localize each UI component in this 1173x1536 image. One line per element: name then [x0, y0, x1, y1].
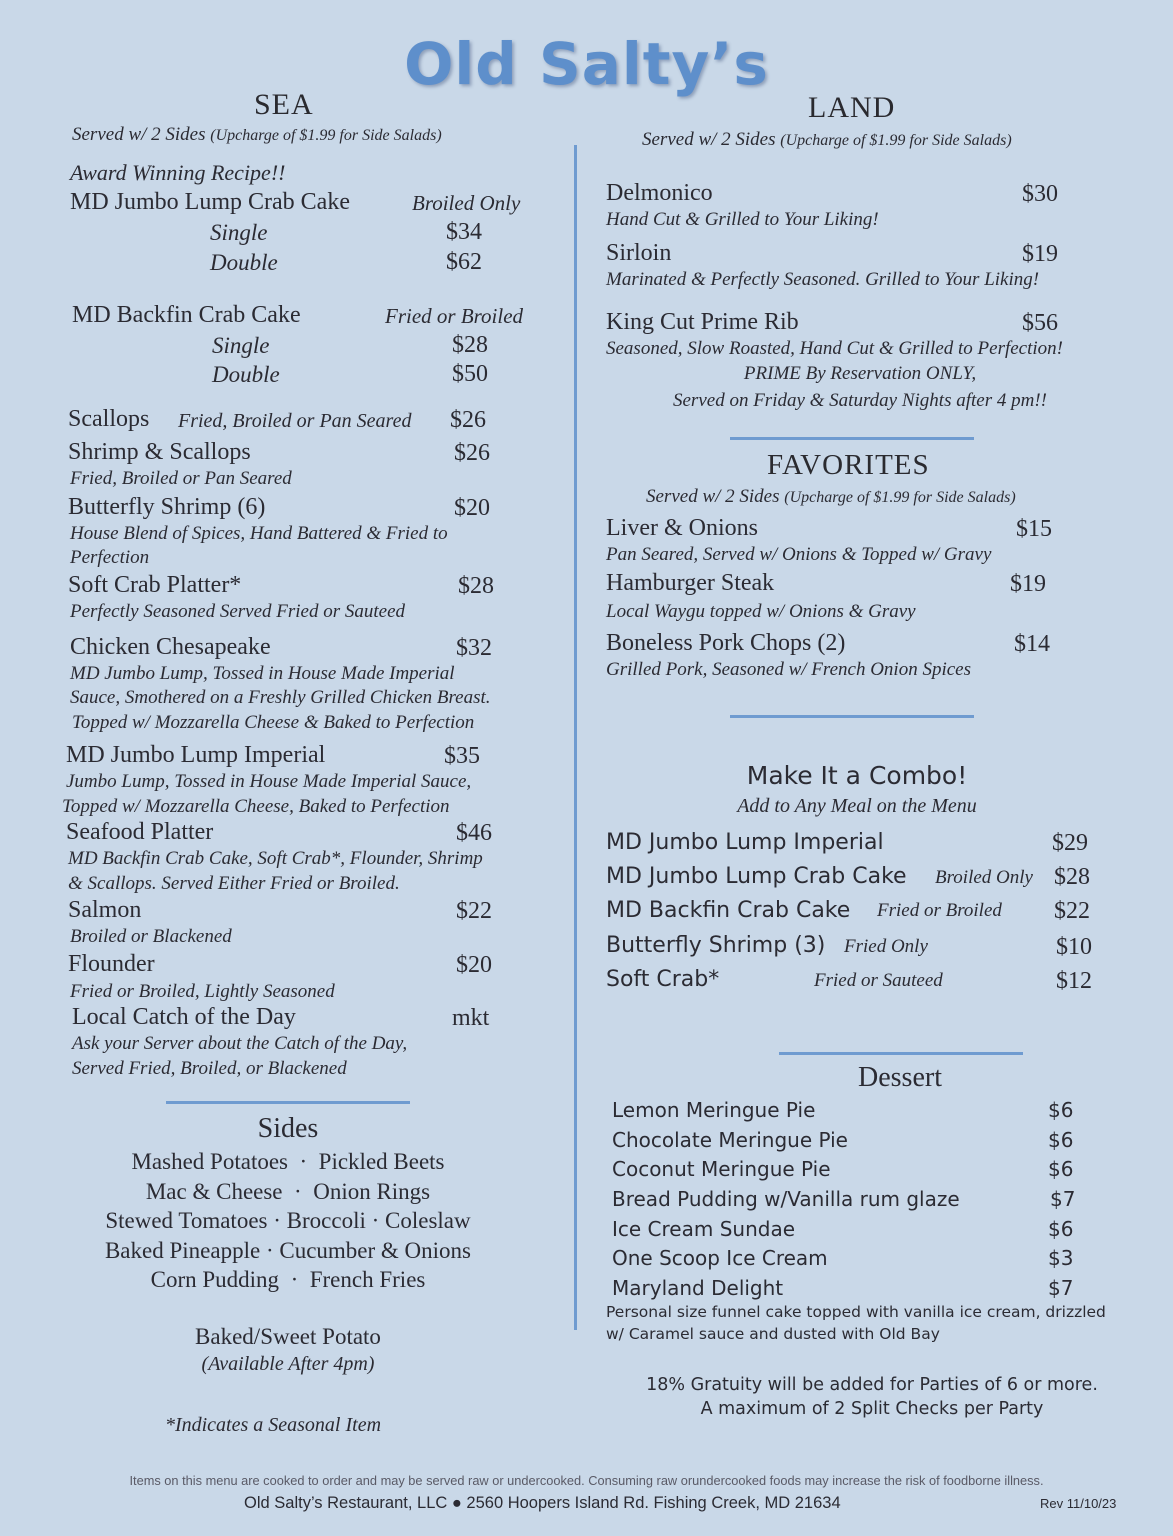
potato-item: Baked/Sweet Potato — [195, 1324, 381, 1349]
combo-item-option: Fried or Sauteed — [814, 970, 943, 991]
dessert-heading: Dessert — [858, 1062, 942, 1093]
favorites-upcharge: (Upcharge of $1.99 for Side Salads) — [784, 489, 1016, 506]
favorites-served-note — [646, 486, 1016, 508]
jumbo-imperial-name: MD Jumbo Lump Imperial — [66, 742, 326, 768]
side-item: Onion Rings — [313, 1178, 431, 1204]
shrimp-scallops-price: $26 — [454, 440, 490, 466]
chicken-chesapeake-name: Chicken Chesapeake — [70, 634, 271, 660]
jumbo-double-label: Double — [210, 250, 278, 275]
salmon-desc: Broiled or Blackened — [70, 926, 232, 947]
dessert-item-price: $7 — [1048, 1276, 1074, 1300]
potato-note: (Available After 4pm) — [201, 1353, 375, 1375]
prime-rib-name: King Cut Prime Rib — [606, 309, 799, 335]
chicken-chesapeake-price: $32 — [456, 635, 492, 661]
liver-price: $15 — [1016, 516, 1052, 542]
side-item: Pickled Beets — [318, 1149, 445, 1174]
salmon-name: Salmon — [68, 897, 142, 923]
soft-crab-platter-name: Soft Crab Platter* — [68, 572, 242, 598]
column-divider — [574, 145, 577, 1330]
prime-rib-price: $56 — [1022, 310, 1058, 336]
footer-address: Old Salty’s Restaurant, LLC ● 2560 Hoopers Island Rd. Fishing Creek, MD 21634 — [244, 1494, 841, 1512]
pork-chops-desc: Grilled Pork, Seasoned w/ French Onion Spices — [606, 659, 971, 680]
combo-item-name: Soft Crab* — [606, 967, 720, 992]
liver-desc: Pan Seared, Served w/ Onions & Topped w/ Gravy — [606, 544, 992, 565]
prime-rib-desc-1: Seasoned, Slow Roasted, Hand Cut & Grilled to Perfection! — [606, 338, 1064, 359]
backfin-crab-cake-option: Fried or Broiled — [385, 304, 524, 328]
sirloin-price: $19 — [1022, 241, 1058, 267]
shrimp-scallops-name: Shrimp & Scallops — [68, 439, 251, 465]
jumbo-double-price: $62 — [446, 249, 482, 275]
seafood-platter-desc-2: & Scallops. Served Either Fried or Broiled. — [68, 873, 400, 894]
dessert-item-price: $3 — [1048, 1246, 1074, 1270]
prime-rib-desc-3: Served on Friday & Saturday Nights after 4 pm!! — [673, 390, 1047, 411]
dessert-item-price: $6 — [1048, 1217, 1074, 1241]
delmonico-desc: Hand Cut & Grilled to Your Liking! — [606, 209, 879, 230]
jumbo-imperial-desc-2: Topped w/ Mozzarella Cheese, Baked to Perfection — [62, 796, 450, 817]
land-served-text: Served w/ 2 Sides — [642, 129, 776, 150]
side-item: Mac & Cheese — [145, 1178, 283, 1204]
scallops-name: Scallops — [68, 406, 150, 432]
liver-name: Liver & Onions — [606, 515, 758, 541]
combo-divider — [730, 715, 974, 718]
maryland-delight-desc-1: Personal size funnel cake topped with vanilla ice cream, drizzled — [606, 1303, 1106, 1321]
sides-row: Corn Pudding · French Fries — [150, 1267, 426, 1292]
restaurant-title: Old Salty’s — [404, 30, 769, 98]
soft-crab-platter-price: $28 — [458, 573, 494, 599]
side-item: Cucumber & Onions — [279, 1237, 472, 1263]
chicken-chesapeake-desc-3: Topped w/ Mozzarella Cheese & Baked to Perfection — [72, 712, 475, 733]
dessert-item-name: Bread Pudding w/Vanilla rum glaze — [612, 1187, 960, 1211]
salmon-price: $22 — [456, 898, 492, 924]
combo-heading: Make It a Combo! — [746, 761, 968, 790]
seafood-platter-price: $46 — [456, 820, 492, 846]
side-item: Coleslaw — [385, 1208, 471, 1233]
favorites-served-text: Served w/ 2 Sides — [646, 486, 780, 507]
side-item: French Fries — [309, 1267, 426, 1292]
scallops-price: $26 — [450, 407, 486, 433]
backfin-single-price: $28 — [452, 332, 488, 358]
side-item: Stewed Tomatoes — [105, 1208, 268, 1233]
land-upcharge: (Upcharge of $1.99 for Side Salads) — [780, 132, 1012, 149]
dessert-divider — [779, 1052, 1023, 1055]
delmonico-name: Delmonico — [606, 180, 713, 206]
jumbo-imperial-desc-1: Jumbo Lump, Tossed in House Made Imperial Sauce, — [66, 771, 472, 792]
dessert-item-name: Ice Cream Sundae — [612, 1217, 796, 1241]
flounder-price: $20 — [456, 952, 492, 978]
dessert-item-price: $6 — [1048, 1128, 1074, 1152]
jumbo-single-label: Single — [210, 220, 268, 245]
combo-item-name: MD Backfin Crab Cake — [606, 898, 851, 923]
jumbo-crab-cake-name: MD Jumbo Lump Crab Cake — [70, 189, 350, 215]
delmonico-price: $30 — [1022, 181, 1058, 207]
prime-rib-desc-2: PRIME By Reservation ONLY, — [743, 363, 977, 384]
sea-served-note — [72, 124, 442, 146]
hamburger-desc: Local Waygu topped w/ Onions & Gravy — [606, 601, 916, 622]
chicken-chesapeake-desc-1: MD Jumbo Lump, Tossed in House Made Imperial — [70, 663, 455, 684]
dessert-item-name: Coconut Meringue Pie — [612, 1157, 831, 1181]
maryland-delight-desc-2: w/ Caramel sauce and dusted with Old Bay — [606, 1325, 940, 1343]
combo-sub: Add to Any Meal on the Menu — [737, 795, 977, 817]
combo-item-price: $10 — [1056, 934, 1092, 960]
soft-crab-platter-desc: Perfectly Seasoned Served Fried or Sauteed — [70, 601, 406, 622]
sides-row: Mashed Potatoes · Pickled Beets — [131, 1149, 445, 1174]
butterfly-shrimp-price: $20 — [454, 495, 490, 521]
hamburger-name: Hamburger Steak — [606, 570, 775, 596]
seafood-platter-name: Seafood Platter — [66, 819, 214, 845]
dessert-item-price: $7 — [1050, 1187, 1076, 1211]
combo-item-price: $28 — [1054, 864, 1090, 890]
backfin-double-label: Double — [212, 362, 280, 387]
combo-item-option: Fried or Broiled — [877, 900, 1002, 921]
land-served-note — [642, 129, 1012, 151]
favorites-heading: FAVORITES — [767, 449, 930, 481]
combo-item-price: $22 — [1054, 898, 1090, 924]
raw-food-warning: Items on this menu are cooked to order and may be served raw or undercooked. Consuming raw orundercooked foods may increase the risk of foodborne illness. — [129, 1473, 1044, 1488]
sides-list — [40, 1147, 536, 1295]
local-catch-desc-2: Served Fried, Broiled, or Blackened — [72, 1058, 347, 1079]
combo-item-price: $12 — [1056, 968, 1092, 994]
split-check-note: A maximum of 2 Split Checks per Party — [700, 1399, 1044, 1419]
combo-item-option: Broiled Only — [935, 867, 1033, 888]
combo-item-name: MD Jumbo Lump Crab Cake — [606, 864, 907, 889]
butterfly-shrimp-desc-1: House Blend of Spices, Hand Battered & Fried to — [70, 523, 448, 544]
sea-heading: SEA — [254, 88, 314, 121]
combo-item-name: MD Jumbo Lump Imperial — [606, 830, 884, 855]
dessert-item-price: $6 — [1048, 1157, 1074, 1181]
jumbo-single-price: $34 — [446, 219, 482, 245]
scallops-option: Fried, Broiled or Pan Seared — [178, 410, 412, 432]
side-item: Broccoli — [286, 1208, 366, 1233]
sides-divider — [166, 1101, 410, 1104]
jumbo-imperial-price: $35 — [444, 743, 480, 769]
jumbo-crab-cake-option: Broiled Only — [412, 191, 521, 215]
local-catch-desc-1: Ask your Server about the Catch of the Day, — [72, 1033, 408, 1054]
combo-item-option: Fried Only — [844, 936, 928, 957]
butterfly-shrimp-name: Butterfly Shrimp (6) — [68, 494, 266, 520]
land-heading: LAND — [808, 91, 896, 124]
backfin-single-label: Single — [212, 333, 270, 358]
dessert-item-name: Lemon Meringue Pie — [612, 1098, 816, 1122]
pork-chops-price: $14 — [1014, 631, 1050, 657]
seasonal-note: *Indicates a Seasonal Item — [164, 1414, 382, 1436]
sides-heading: Sides — [257, 1113, 319, 1144]
sides-row: Baked Pineapple · Cucumber & Onions — [104, 1237, 472, 1263]
dessert-item-name: Chocolate Meringue Pie — [612, 1128, 848, 1152]
revision-date: Rev 11/10/23 — [1040, 1496, 1117, 1511]
backfin-double-price: $50 — [452, 361, 488, 387]
butterfly-shrimp-desc-2: Perfection — [70, 547, 150, 568]
sirloin-desc: Marinated & Perfectly Seasoned. Grilled to Your Liking! — [606, 269, 1040, 290]
flounder-name: Flounder — [68, 951, 155, 977]
seafood-platter-desc-1: MD Backfin Crab Cake, Soft Crab*, Flounder, Shrimp — [68, 848, 483, 869]
gratuity-note: 18% Gratuity will be added for Parties of 6 or more. — [646, 1375, 1098, 1395]
combo-item-price: $29 — [1052, 830, 1088, 856]
dessert-item-name: Maryland Delight — [612, 1276, 784, 1300]
side-item: Baked Pineapple — [104, 1237, 261, 1263]
sea-served-text: Served w/ 2 Sides — [72, 124, 206, 145]
backfin-crab-cake-name: MD Backfin Crab Cake — [72, 302, 301, 328]
sides-row: Mac & Cheese · Onion Rings — [145, 1178, 431, 1204]
pork-chops-name: Boneless Pork Chops (2) — [606, 630, 846, 656]
favorites-divider — [730, 437, 974, 440]
combo-item-name: Butterfly Shrimp (3) — [606, 933, 826, 958]
shrimp-scallops-desc: Fried, Broiled or Pan Seared — [70, 468, 292, 489]
dessert-item-name: One Scoop Ice Cream — [612, 1246, 828, 1270]
hamburger-price: $19 — [1010, 571, 1046, 597]
sides-row: Stewed Tomatoes · Broccoli · Coleslaw — [105, 1208, 471, 1233]
dessert-item-price: $6 — [1048, 1098, 1074, 1122]
local-catch-price: mkt — [452, 1005, 490, 1031]
side-item: Mashed Potatoes — [131, 1149, 288, 1174]
flounder-desc: Fried or Broiled, Lightly Seasoned — [70, 981, 335, 1002]
chicken-chesapeake-desc-2: Sauce, Smothered on a Freshly Grilled Chicken Breast. — [70, 687, 491, 708]
sirloin-name: Sirloin — [606, 240, 672, 266]
local-catch-name: Local Catch of the Day — [72, 1004, 296, 1030]
side-item: Corn Pudding — [150, 1267, 280, 1292]
sea-upcharge: (Upcharge of $1.99 for Side Salads) — [210, 127, 442, 144]
award-note: Award Winning Recipe!! — [70, 160, 286, 185]
